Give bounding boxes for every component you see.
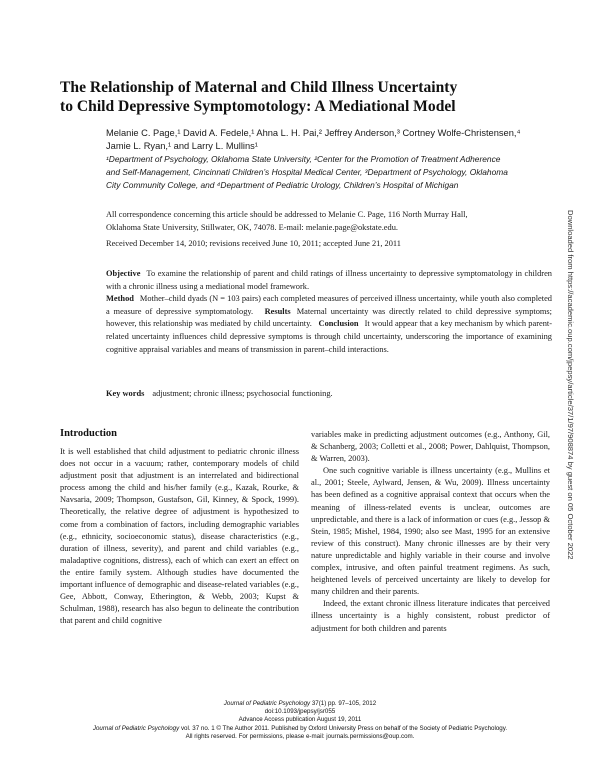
footer-copyright: Journal of Pediatric Psychology vol. 37 no. 1 © The Author 2011. Published by Oxford University Press on behalf of the Society of Pediatric Psychology. — [92, 724, 508, 732]
article-title — [60, 78, 530, 116]
left-column — [60, 446, 299, 627]
footer-doi: doi:10.1093/jpepsy/jsr055 — [264, 708, 336, 716]
intro-paragraph-1-continued: variables make in predicting adjustment outcomes (e.g., Anthony, Gil, & Schanberg, 2003; Colletti et al., 2008; Power, Dahlquist, Thompson, & Warren, 2003). — [311, 430, 550, 464]
method-text: Mother–child dyads (N = 103 pairs) each completed measures of perceived illness uncertainty, while youth also completed a measure of depressive symptomatology. — [106, 294, 552, 316]
method-label: Method — [106, 294, 134, 304]
keywords — [106, 388, 552, 400]
download-watermark: Downloaded from https://academic.oup.com/jpepsy/article/37/1/97/908874 by guest on 05 October 2022 — [566, 210, 575, 560]
footer-journal-name: Journal of Pediatric Psychology — [223, 700, 311, 707]
results-text: Maternal uncertainty was directly related to child depressive symptoms; however, this relationship was mediated by child uncertainty. — [106, 306, 552, 329]
article-dates: Received December 14, 2010; revisions received June 10, 2011; accepted June 21, 2011 — [106, 239, 401, 248]
affiliations — [106, 153, 546, 192]
keywords-label: Key words — [106, 389, 145, 398]
intro-paragraph-1: It is well established that child adjustment to pediatric chronic illness does not occur in a vacuum; rather, contemporary models of child adjustment posit that adjustment is an interrelated and bidirectional process among the child and his/her family (e.g., Kazak, Rourke, & Navsaria, 2009; Thompson, Gustafson, Gil, Kinney, & Spock, 1999). Theoretically, the relative degree of adjustment is hypothesized to come from a combination of factors, including demographic variables (e.g., ethnicity, socioeconomic status), disease characteristics (e.g., duration of illness, severity), and parent and child variables (e.g., maladaptive cognitions, distress), each of which can exert an effect on the entire family system. Although studies have documented the important influence of demographic and disease-related variables (e.g., Gee, Abbott, Conway, Etherington, & Webb, 2003; Kupst & Schulman, 1988), research has also begun to delineate the contribution that parent and child cognitive — [60, 447, 299, 626]
authors-line-1: Melanie C. Page,¹ David A. Fedele,¹ Ahna L. H. Pai,² Jeffrey Anderson,³ Cortney Wolfe-Christensen,⁴ — [106, 128, 521, 138]
results-label: Results — [264, 306, 291, 316]
authors-line-2: Jamie L. Ryan,¹ and Larry L. Mullins¹ — [106, 141, 258, 151]
footer-permissions: All rights reserved. For permissions, please e-mail: journals.permissions@oup.com. — [185, 732, 415, 740]
conclusion-label: Conclusion — [318, 319, 359, 329]
keywords-text: adjustment; chronic illness; psychosocial functioning. — [152, 389, 333, 398]
footer-publication-date: Advance Access publication August 19, 2011 — [238, 716, 362, 724]
affiliation-line-1: ¹Department of Psychology, Oklahoma State University, ²Center for the Promotion of Treatment Adherence — [106, 154, 501, 164]
title-line-1: The Relationship of Maternal and Child Illness Uncertainty — [60, 79, 458, 96]
objective-text: To examine the relationship of parent and child ratings of illness uncertainty to depressive symptomatology in children with a chronic illness using a mediational model framework. — [106, 269, 552, 291]
correspondence-line-2: Oklahoma State University, Stillwater, OK, 74078. E-mail: melanie.page@okstate.edu. — [106, 222, 398, 232]
author-list — [106, 127, 546, 153]
page-footer — [40, 700, 560, 741]
footer-citation: Journal of Pediatric Psychology 37(1) pp. 97–105, 2012 — [223, 700, 377, 707]
affiliation-line-2: and Self-Management, Cincinnati Children’s Hospital Medical Center, ³Department of Psychology, Oklahoma — [106, 167, 508, 177]
abstract — [106, 268, 552, 356]
correspondence-line-1: All correspondence concerning this article should be addressed to Melanie C. Page, 116 North Murray Hall, — [106, 210, 468, 219]
right-column — [311, 429, 550, 635]
title-line-2: to Child Depressive Symptomotology: A Mediational Model — [60, 98, 456, 115]
affiliation-line-3: City Community College, and ⁴Department of Pediatric Urology, Children’s Hospital of Michigan — [106, 180, 459, 190]
correspondence-note — [106, 209, 566, 234]
objective-label: Objective — [106, 269, 141, 278]
section-heading-introduction: Introduction — [60, 428, 117, 439]
conclusion-text: It would appear that a key mechanism by which parent-related uncertainty influences child depressive symptoms is through child uncertainty, underscoring the importance of examining cognitive appraisal variables and means of transmission in parent–child interactions. — [106, 319, 553, 354]
intro-paragraph-3: Indeed, the extant chronic illness literature indicates that perceived illness uncertainty is a highly consistent, robust predictor of adjustment for both children and parents — [311, 599, 550, 633]
intro-paragraph-2: One such cognitive variable is illness uncertainty (e.g., Mullins et al., 2001; Steele, Aylward, Jensen, & Wu, 2009). Illness uncertainty has been defined as a cognitive appraisal context that occurs when the meaning of illness-related events is unclear, outcomes are unpredictable, and there is a lack of information or cues (e.g., Jessop & Stein, 1985; Mishel, 1984, 1990; also see Mast, 1995 for an extensive review of this construct). Many chronic illnesses are by their very nature unpredictable and highly variable in their course and involve complex, intrusive, and often painful treatment regimens. As such, heightened levels of perceived uncertainty are likely to develop for many children and their parents. — [311, 466, 550, 597]
